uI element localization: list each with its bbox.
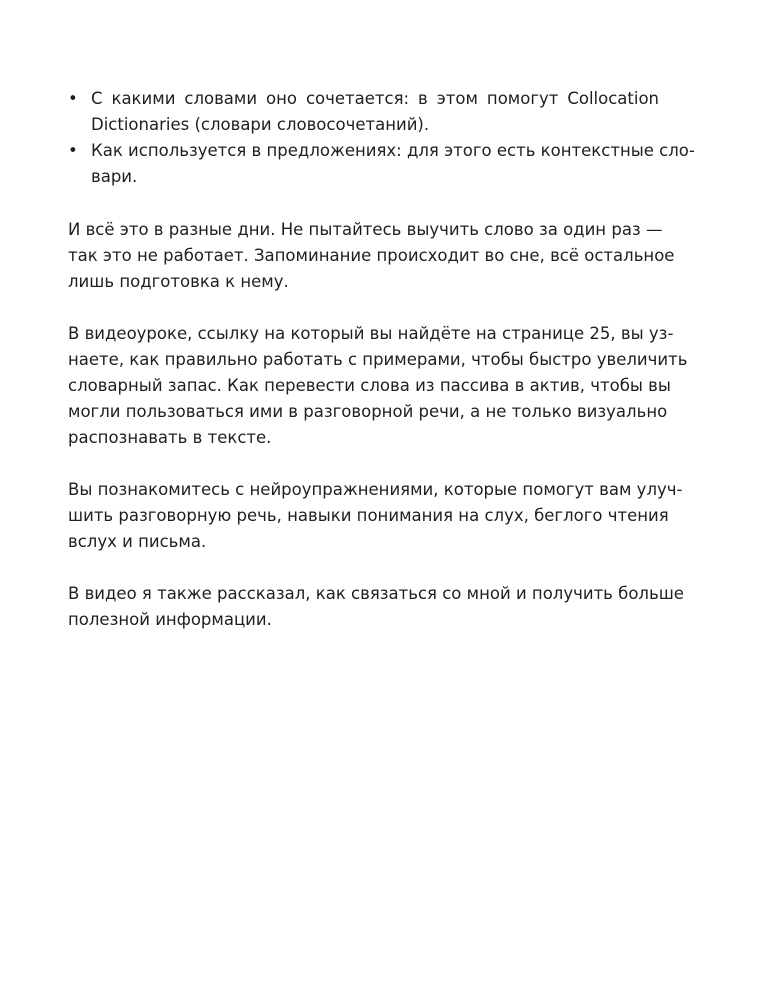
bullet-marker: • [68, 89, 78, 108]
bullet-list [68, 86, 695, 190]
text-line: В видеоуроке, ссылку на который вы найдёте на странице 25, вы уз- [68, 324, 674, 343]
text-line: Как используется в предложениях: для этого есть контекстные сло- [91, 141, 695, 160]
text-line: словарный запас. Как перевести слова из пассива в актив, чтобы вы [68, 376, 671, 395]
paragraph [68, 321, 688, 451]
text-line: Вы познакомитесь с нейроупражнениями, которые помогут вам улуч- [68, 480, 683, 499]
page-body [68, 86, 695, 633]
text-line: вари. [91, 167, 138, 186]
text-line: лишь подготовка к нему. [68, 272, 289, 291]
text-line: шить разговорную речь, навыки понимания на слух, беглого чтения [68, 506, 669, 525]
text-line: могли пользоваться ими в разговорной речи, а не только визуально [68, 402, 668, 421]
paragraph [68, 477, 683, 555]
text-line: вслух и письма. [68, 532, 207, 551]
text-line: С какими словами оно сочетается: в этом помогут Collocation [91, 89, 659, 108]
text-line: Dictionaries (словари словосочетаний). [91, 115, 430, 134]
text-line: В видео я также рассказал, как связаться со мной и получить больше [68, 584, 684, 603]
text-line: так это не работает. Запоминание происходит во сне, всё остальное [68, 246, 675, 265]
bullet-item [68, 138, 695, 190]
paragraph [68, 581, 684, 633]
text-line: И всё это в разные дни. Не пытайтесь выучить слово за один раз — [68, 220, 663, 239]
bullet-marker: • [68, 141, 78, 160]
text-line: полезной информации. [68, 610, 272, 629]
bullet-item [68, 86, 659, 138]
text-line: наете, как правильно работать с примерами, чтобы быстро увеличить [68, 350, 688, 369]
text-line: распознавать в тексте. [68, 428, 272, 447]
paragraph [68, 217, 675, 295]
